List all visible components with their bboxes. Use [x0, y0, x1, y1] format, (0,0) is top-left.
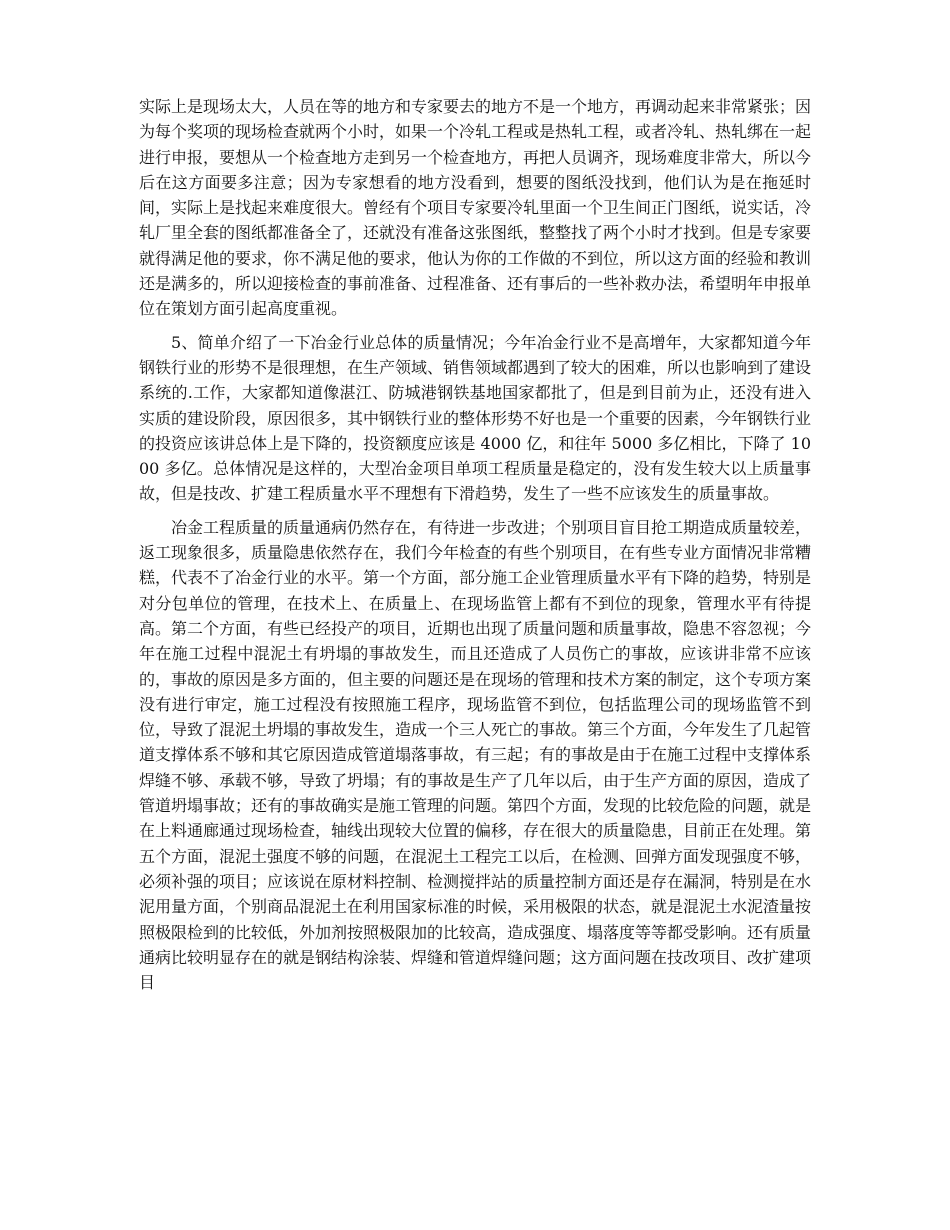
paragraph-metallurgy-quality-overview: 5、简单介绍了一下冶金行业总体的质量情况；今年冶金行业不是高增年，大家都知道今年钢铁行业的形势不是很理想，在生产领域、销售领域都遇到了较大的困难，所以也影响到了建设系统的.工作，大家都知道像湛江、防城港钢铁基地国家都批了，但是到目前为止，还没有进入实质的建设阶段，原因很多，其中钢铁行业的整体形势不好也是一个重要的因素，今年钢铁行业的投资应该讲总体上是下降的，投资额度应该是 4000 亿，和往年 5000 多亿相比，下降了 1000 多亿。总体情况是这样的，大型冶金项目单项工程质量是稳定的，没有发生较大以上质量事故，但是技改、扩建工程质量水平不理想有下滑趋势，发生了一些不应该发生的质量事故。: [139, 332, 812, 504]
document-body: [139, 94, 811, 995]
paragraph-site-inspection-lessons: 实际上是现场太大，人员在等的地方和专家要去的地方不是一个地方，再调动起来非常紧张；因为每个奖项的现场检查就两个小时，如果一个冷轧工程或是热轧工程，或者冷轧、热轧绑在一起进行申报，要想从一个检查地方走到另一个检查地方，再把人员调齐，现场难度非常大，所以今后在这方面要多注意；因为专家想看的地方没看到，想要的图纸没找到，他们认为是在拖延时间，实际上是找起来难度很大。曾经有个项目专家要冷轧里面一个卫生间正门图纸，说实话，冷轧厂里全套的图纸都准备全了，还就没有准备这张图纸，整整找了两个小时才找到。但是专家要就得满足他的要求，你不满足他的要求，他认为你的工作做的不到位，所以这方面的经验和教训还是满多的，所以迎接检查的事前准备、过程准备、还有事后的一些补救办法，希望明年申报单位在策划方面引起高度重视。: [139, 97, 812, 319]
paragraph-quality-common-defects: 冶金工程质量的质量通病仍然存在，有待进一步改进；个别项目盲目抢工期造成质量较差，返工现象很多，质量隐患依然存在，我们今年检查的有些个别项目，在有些专业方面情况非常糟糕，代表不了冶金行业的水平。第一个方面，部分施工企业管理质量水平有下降的趋势，特别是对分包单位的管理，在技术上、在质量上、在现场监管上都有不到位的现象，管理水平有待提高。第二个方面，有些已经投产的项目，近期也出现了质量问题和质量事故，隐患不容忽视；今年在施工过程中混泥土有坍塌的事故发生，而且还造成了人员伤亡的事故，应该讲非常不应该的，事故的原因是多方面的，但主要的问题还是在现场的管理和技术方案的制定，这个专项方案没有进行审定，施工过程没有按照施工程序，现场监管不到位，包括监理公司的现场监管不到位，导致了混泥土坍塌的事故发生，造成一个三人死亡的事故。第三个方面，今年发生了几起管道支撑体系不够和其它原因造成管道塌落事故，有三起；有的事故是由于在施工过程中支撑体系焊缝不够、承载不够，导致了坍塌；有的事故是生产了几年以后，由于生产方面的原因，造成了管道坍塌事故；还有的事故确实是施工管理的问题。第四个方面，发现的比较危险的问题，就是在上料通廊通过现场检查，轴线出现较大位置的偏移，存在很大的质量隐患，目前正在处理。第五个方面，混泥土强度不够的问题，在混泥土工程完工以后，在检测、回弹方面发现强度不够，必须补强的项目；应该说在原材料控制、检测搅拌站的质量控制方面还是存在漏洞，特别是在水泥用量方面，个别商品混泥土在利用国家标准的时候，采用极限的状态，就是混泥土水泥渣量按照极限检到的比较低，外加剂按照极限加的比较高，造成强度、塌落度等等都受影响。还有质量通病比较明显存在的就是钢结构涂装、焊缝和管道焊缝问题；这方面问题在技改项目、改扩建项目: [139, 517, 812, 993]
